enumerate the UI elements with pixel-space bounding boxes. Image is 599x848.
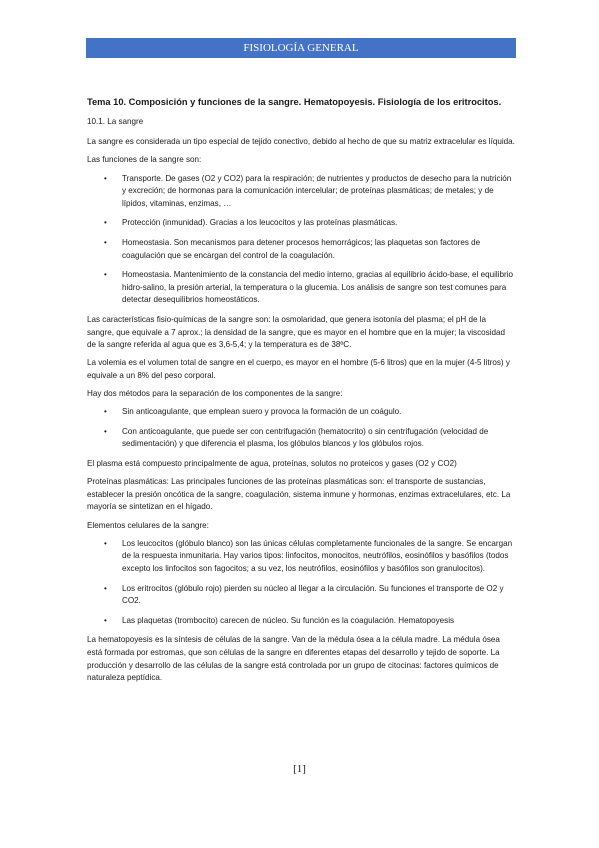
section-heading: 10.1. La sangre: [87, 116, 144, 126]
list-item: [87, 269, 515, 307]
header-title: FISIOLOGÍA GENERAL: [243, 42, 359, 54]
list-item: [87, 217, 515, 230]
paragraph: Hay dos métodos para la separación de los componentes de la sangre:: [87, 389, 343, 399]
bullet-icon: •: [104, 538, 107, 548]
list-item: [87, 426, 515, 451]
list-item-text: Transporte. De gases (O2 y CO2) para la respiración; de nutrientes y productos de desecho para la nutrición y excreción; de hormonas para la comunicación intercelular; de proteínas plasmáticas; de metales; y de lípidos, vitaminas, enzimas, …: [122, 173, 512, 208]
cells-list: [87, 538, 515, 628]
bullet-icon: •: [104, 583, 107, 593]
list-item-text: Homeostasia. Son mecanismos para detener procesos hemorrágicos; las plaquetas son factores de coagulación que se encargan del control de la coagulación.: [122, 237, 481, 260]
bullet-icon: •: [104, 237, 107, 247]
list-item-text: Homeostasia. Mantenimiento de la constancia del medio interno, gracias al equilibrio ácido-base, el equilibrio hidro-salino, la presión arterial, la temperatura o la glucemia. Los análisis de sangre son test comunes para detectar desequilibrios homeostáticos.: [122, 270, 513, 305]
bullet-icon: •: [104, 426, 107, 436]
bullet-icon: •: [104, 218, 107, 228]
list-item: [87, 615, 515, 628]
paragraph: La hematopoyesis es la síntesis de células de la sangre. Van de la médula ósea a la célula madre. La médula ósea está formada por estromas, que son células de la sangre en diferentes etapas del desarrollo y tejido de soporte. La producción y desarrollo de las células de la sangre está controlada por un grupo de citocinas: factores químicos de naturaleza peptídica.: [87, 635, 500, 683]
functions-list: [87, 173, 515, 307]
paragraph: La sangre es considerada un tipo especial de tejido conectivo, debido al hecho de que su matriz extracelular es líquida.: [87, 137, 515, 147]
list-item-text: Los eritrocitos (glóbulo rojo) pierden su núcleo al llegar a la circulación. Su funciones el transporte de O2 y CO2.: [122, 583, 504, 606]
list-item: [87, 583, 515, 608]
paragraph: Las funciones de la sangre son:: [87, 155, 202, 165]
list-item: [87, 406, 515, 419]
bullet-icon: •: [104, 615, 107, 625]
methods-list: [87, 406, 515, 451]
list-item-text: Sin anticoagulante, que emplean suero y provoca la formación de un coágulo.: [122, 407, 402, 417]
list-item-text: Los leucocitos (glóbulo blanco) son las únicas células completamente funcionales de la sangre. Se encargan de la respuesta inmunitaria. Hay varios tipos: linfocitos, monocitos, neutrófilos, eosinófilos y basófilos (todos excepto los linfocitos son fagocitos; a su vez, los neutrófilos, eosinófilos y basófilos son granulocitos).: [122, 538, 513, 573]
paragraph: El plasma está compuesto principalmente de agua, proteínas, solutos no proteicos y gases (O2 y CO2): [87, 459, 457, 469]
bullet-icon: •: [104, 270, 107, 280]
list-item-text: Las plaquetas (trombocito) carecen de núcleo. Su función es la coagulación. Hematopoyesis: [122, 615, 455, 625]
document-body: [87, 96, 515, 690]
page-number: [1]: [293, 763, 306, 775]
paragraph: Las características fisio-químicas de la sangre son: la osmolaridad, que genera isotonía del plasma; el pH de la sangre, que equivale a 7 aprox.; la densidad de la sangre, que es mayor en el hombre que en la mujer; la viscosidad de la sangre referida al agua que es 3,6-5,4; y la temperatura es de 38ºC.: [87, 314, 505, 350]
list-item: [87, 237, 515, 262]
paragraph: La volemia es el volumen total de sangre en el cuerpo, es mayor en el hombre (5-6 litros) que en la mujer (4-5 litros) y equivale a un 8% del peso corporal.: [87, 358, 510, 380]
bullet-icon: •: [104, 173, 107, 183]
bullet-icon: •: [104, 407, 107, 417]
list-item: [87, 173, 515, 211]
page-header-bar: [86, 38, 516, 58]
list-item-text: Protección (inmunidad). Gracias a los leucocitos y las proteínas plasmáticas.: [122, 218, 398, 228]
doc-title: Tema 10. Composición y funciones de la sangre. Hematopoyesis. Fisiología de los eritrocitos.: [87, 97, 502, 107]
list-item: [87, 538, 515, 576]
paragraph: Proteínas plasmáticas: Las principales funciones de las proteínas plasmáticas son: el transporte de sustancias, establecer la presión oncótica de la sangre, coagulación, sistema inmune y hormonas, enzimas extracelulares, etc. La mayoría se sintetizan en el hígado.: [87, 477, 511, 512]
list-item-text: Con anticoagulante, que puede ser con centrifugación (hematocrito) o sin centrifugación (velocidad de sedimentación) y que diferencia el plasma, los glóbulos blancos y los glóbulos rojos.: [122, 426, 489, 449]
paragraph: Elementos celulares de la sangre:: [87, 520, 209, 530]
